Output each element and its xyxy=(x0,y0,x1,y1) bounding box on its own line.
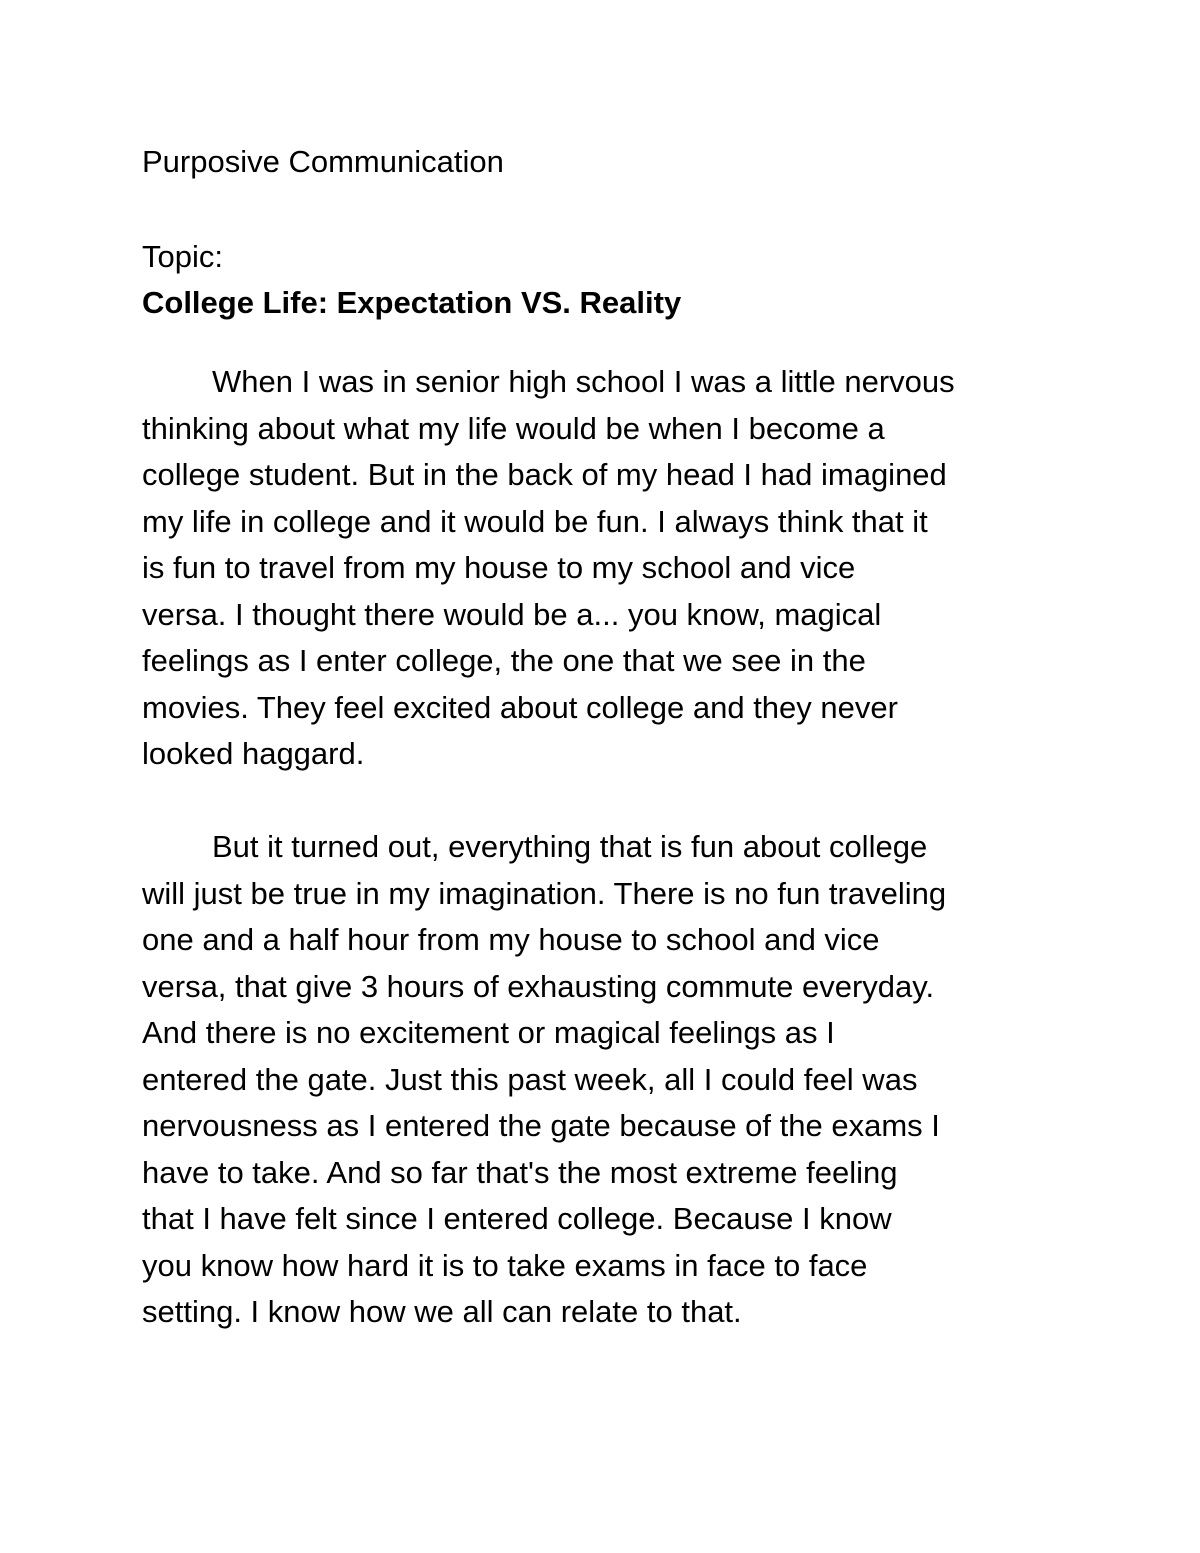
paragraph-line: is fun to travel from my house to my school and vice xyxy=(142,550,856,585)
paragraph-line: will just be true in my imagination. There is no fun traveling xyxy=(142,875,947,911)
paragraph-line: feelings as I enter college, the one that we see in the xyxy=(142,643,866,678)
paragraph-2 xyxy=(142,827,1082,1339)
paragraph-line: you know how hard it is to take exams in face to face xyxy=(142,1247,868,1283)
course-title: Purposive Communication xyxy=(142,144,504,179)
paragraph-line: nervousness as I entered the gate because of the exams I xyxy=(142,1108,940,1143)
topic-label: Topic: xyxy=(142,239,223,274)
paragraph-1 xyxy=(142,362,1082,781)
paragraph-line: thinking about what my life would be when I become a xyxy=(142,410,885,446)
paragraph-line: versa, that give 3 hours of exhausting commute everyday. xyxy=(142,968,935,1004)
paragraph-line: looked haggard. xyxy=(142,736,365,771)
paragraph-line: entered the gate. Just this past week, all I could feel was xyxy=(142,1061,918,1097)
paragraph-line: versa. I thought there would be a... you know, magical xyxy=(142,596,882,632)
paragraph-line: When I was in senior high school I was a little nervous xyxy=(212,364,955,399)
paragraph-line: movies. They feel excited about college and they never xyxy=(142,689,898,725)
paragraph-line: But it turned out, everything that is fun about college xyxy=(212,829,928,864)
paragraph-line: And there is no excitement or magical feelings as I xyxy=(142,1015,835,1050)
paragraph-line: college student. But in the back of my head I had imagined xyxy=(142,457,947,492)
paragraph-line: one and a half hour from my house to school and vice xyxy=(142,922,880,957)
topic-title: College Life: Expectation VS. Reality xyxy=(142,285,682,320)
paragraph-line: that I have felt since I entered college. Because I know xyxy=(142,1201,892,1236)
paragraph-line: setting. I know how we all can relate to that. xyxy=(142,1294,742,1329)
paragraph-line: have to take. And so far that's the most extreme feeling xyxy=(142,1154,898,1190)
paragraph-line: my life in college and it would be fun. I always think that it xyxy=(142,503,928,539)
